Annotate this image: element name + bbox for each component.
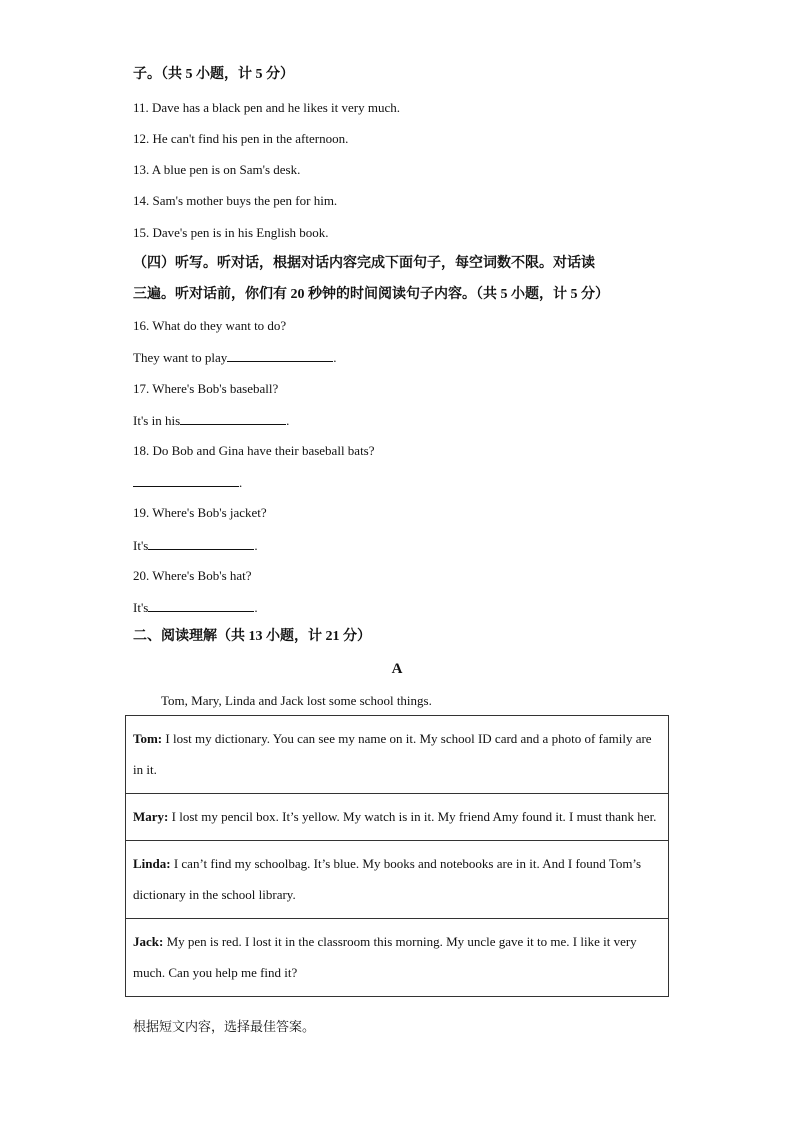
dictation-answer-18	[133, 474, 242, 491]
speaker-text: My pen is red. I lost it in the classroom this morning. My uncle gave it to me. I like it very much. Can you help me find it?	[133, 934, 637, 980]
section4-instruction-line2: 三遍。听对话前，你们有 20 秒钟的时间阅读句子内容。（共 5 小题，计 5 分）	[133, 287, 609, 302]
answer-blank[interactable]	[133, 474, 239, 487]
question-instruction: 根据短文内容，选择最佳答案。	[133, 1019, 316, 1034]
answer-blank[interactable]	[227, 349, 333, 362]
table-row	[126, 716, 669, 794]
answer-suffix: .	[254, 600, 258, 615]
tf-item-11: 11. Dave has a black pen and he likes it very much.	[133, 100, 401, 115]
dictation-answer-20	[133, 599, 258, 616]
speaker-name: Mary:	[133, 809, 169, 824]
dictation-answer-16	[133, 349, 336, 366]
table-row	[126, 841, 669, 919]
dictation-question-16: 16. What do they want to do?	[133, 318, 287, 333]
table-cell	[126, 919, 669, 997]
speaker-name: Linda:	[133, 856, 171, 871]
answer-blank[interactable]	[180, 412, 286, 425]
table-row	[126, 919, 669, 997]
answer-suffix: .	[239, 475, 243, 490]
tf-item-14: 14. Sam's mother buys the pen for him.	[133, 193, 338, 208]
answer-suffix: .	[333, 350, 337, 365]
tf-item-12: 12. He can't find his pen in the afternoon.	[133, 131, 349, 146]
speaker-text: I lost my pencil box. It’s yellow. My watch is in it. My friend Amy found it. I must thank her.	[168, 809, 657, 824]
passage-label: A	[391, 661, 403, 677]
section3-header-tail: 子。（共 5 小题，计 5 分）	[133, 67, 294, 82]
dictation-answer-17	[133, 412, 289, 429]
speaker-name: Jack:	[133, 934, 164, 949]
answer-suffix: .	[286, 413, 290, 428]
tf-item-13: 13. A blue pen is on Sam's desk.	[133, 162, 301, 177]
answer-prefix: It's	[133, 600, 149, 615]
tf-item-15: 15. Dave's pen is in his English book.	[133, 225, 329, 240]
dictation-question-17: 17. Where's Bob's baseball?	[133, 381, 279, 396]
dictation-question-20: 20. Where's Bob's hat?	[133, 568, 252, 583]
answer-blank[interactable]	[148, 537, 254, 550]
dictation-question-19: 19. Where's Bob's jacket?	[133, 505, 267, 520]
dictation-answer-19	[133, 537, 258, 554]
passage-intro: Tom, Mary, Linda and Jack lost some school things.	[161, 693, 432, 708]
speaker-text: I can’t find my schoolbag. It’s blue. My books and notebooks are in it. And I found Tom’s dictionary in the school library.	[133, 856, 642, 902]
speaker-text: I lost my dictionary. You can see my name on it. My school ID card and a photo of family are in it.	[133, 731, 652, 777]
table-row	[126, 794, 669, 841]
table-cell	[126, 794, 669, 841]
table-cell	[126, 841, 669, 919]
dictation-question-18: 18. Do Bob and Gina have their baseball bats?	[133, 443, 375, 458]
table-cell	[126, 716, 669, 794]
answer-prefix: It's in his	[133, 413, 181, 428]
answer-blank[interactable]	[148, 599, 254, 612]
section4-instruction-line1: （四）听写。听对话，根据对话内容完成下面句子，每空词数不限。对话读	[133, 256, 595, 271]
answer-prefix: They want to play	[133, 350, 228, 365]
lost-items-table	[125, 715, 669, 997]
answer-suffix: .	[254, 538, 258, 553]
answer-prefix: It's	[133, 538, 149, 553]
part2-title: 二、阅读理解（共 13 小题，计 21 分）	[133, 629, 371, 644]
speaker-name: Tom:	[133, 731, 163, 746]
